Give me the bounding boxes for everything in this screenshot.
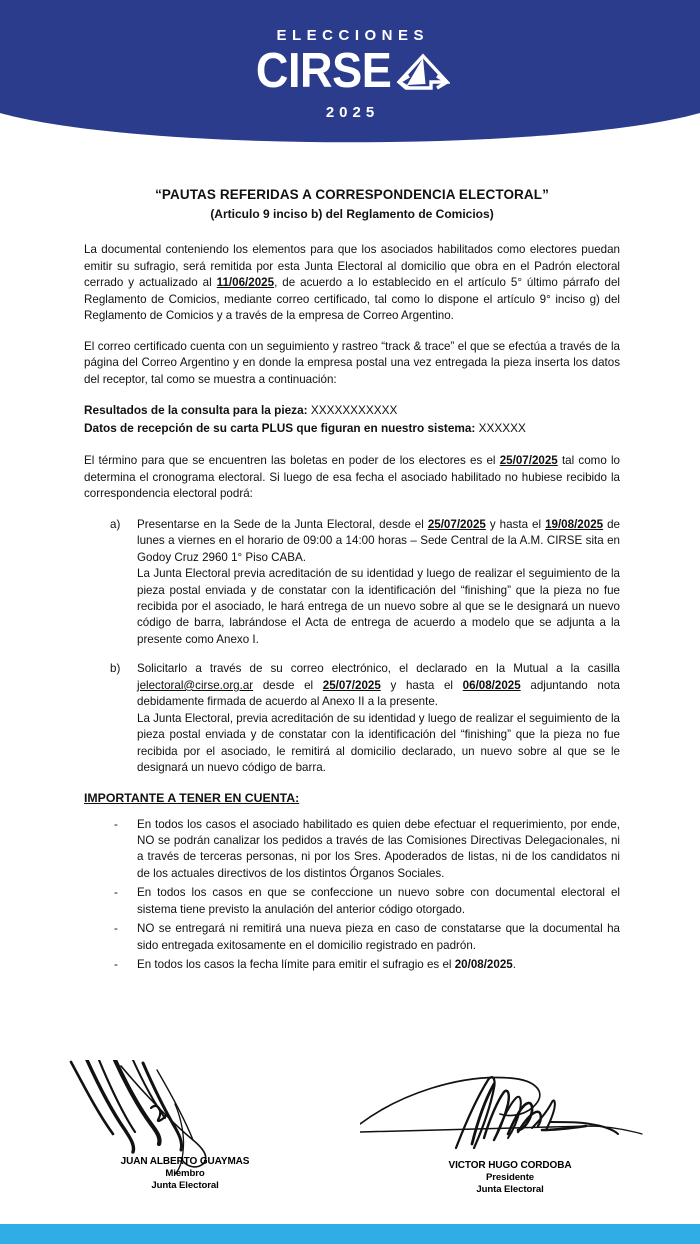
- item-b-date-2: 06/08/2025: [462, 678, 521, 692]
- item-b-t3: y hasta el: [380, 678, 463, 692]
- signature-block-left: [35, 1060, 335, 1210]
- item-a-date-2: 19/08/2025: [545, 517, 604, 531]
- tracking-result-line-2: [84, 420, 620, 438]
- tracking-result-1-label: Resultados de la consulta para la pieza:: [84, 403, 311, 418]
- note-2-text: En todos los casos en que se confeccione un nuevo sobre con documental electoral el sistema tiene previsto la anulación del anterior código otorgado.: [137, 886, 620, 916]
- item-a-t1: Presentarse en la Sede de la Junta Electoral, desde el: [137, 517, 428, 531]
- note-4-suffix: .: [512, 958, 516, 972]
- list-item-note-4: [84, 957, 620, 973]
- important-heading: IMPORTANTE A TENER EN CUENTA:: [84, 790, 300, 805]
- lettered-options-list: [84, 517, 620, 777]
- signature-body-right: Junta Electoral: [476, 1183, 544, 1195]
- list-item-b-marker: b): [110, 662, 121, 676]
- important-notes-list: [84, 817, 620, 974]
- brand-wordmark: CIRSE: [256, 44, 392, 98]
- brand-year: 2025: [325, 104, 380, 121]
- email-link[interactable]: jelectoral@cirse.org.ar: [137, 678, 254, 692]
- list-item-b-block-1: [137, 661, 620, 710]
- item-a-t2: y hasta el: [485, 517, 546, 531]
- signature-block-right: [360, 1060, 660, 1210]
- note-4-dash: -: [114, 958, 118, 972]
- item-b-date-1: 25/07/2025: [322, 678, 381, 692]
- note-1-text: En todos los casos el asociado habilitado es quien debe efectuar el requerimiento, por ende, NO se podrán canalizar los pedidos a través de las Comisiones Directivas Delegacionales, ni a través de terceras personas, ni por los Sres. Apoderados de listas, ni de los candidatos ni de los actuales directivos de los distintos Órganos Sociales.: [137, 817, 620, 880]
- list-item-note-2: [84, 885, 620, 918]
- paragraph-1-text-b: , de acuerdo a lo establecido en el artículo 5° último párrafo del Reglamento de Comicios, mediante correo certificado, tal como lo dispone el artículo 9° inciso g) del Reglamento de Comicios y a través de la empresa de Correo Argentino.: [84, 276, 620, 323]
- signature-caption-left: [35, 1156, 335, 1192]
- note-4-date: 20/08/2025: [454, 958, 513, 972]
- list-item-note-3: [84, 921, 620, 954]
- note-1-dash: -: [114, 817, 118, 831]
- signature-name-left: JUAN ALBERTO GUAYMAS: [120, 1156, 250, 1167]
- item-b-t1: Solicitarlo a través de su correo electrónico, el declarado en la Mutual a la casilla: [137, 662, 620, 676]
- brand-eyebrow: ELECCIONES: [276, 27, 429, 44]
- footer-accent-bar: [0, 1224, 700, 1244]
- page-header: [0, 0, 700, 150]
- signature-body-left: Junta Electoral: [151, 1179, 219, 1191]
- item-a-t3: de lunes a viernes en el horario de 09:00 a 14:00 horas – Sede Central de la A.M. CIRSE sita en Godoy Cruz 2960 1° Piso CABA.: [137, 517, 620, 564]
- item-a-date-1: 25/07/2025: [427, 517, 486, 531]
- item-b-t2: desde el: [253, 678, 323, 692]
- paragraph-1: [84, 242, 620, 324]
- paragraph-3: [84, 453, 620, 502]
- list-item-a: [84, 517, 620, 649]
- note-4-prefix: En todos los casos la fecha límite para emitir el sufragio es el: [137, 958, 455, 972]
- paragraph-3-text-b: tal como lo determina el cronograma electoral. Si luego de esa fecha el asociado habilitado no hubiese recibido la correspondencia electoral podrá:: [84, 454, 620, 501]
- signature-role-right: Presidente: [485, 1172, 535, 1184]
- tracking-result-2-label: Datos de recepción de su carta PLUS que figuran en nuestro sistema:: [84, 420, 479, 435]
- note-3-dash: -: [114, 922, 118, 936]
- tracking-result-line-1: [84, 402, 620, 420]
- note-3-text: NO se entregará ni remitirá una nueva pieza en caso de constatarse que la documental ha sido entregada exitosamente en el domicilio registrado en padrón.: [137, 922, 620, 952]
- paragraph-1-text-a: La documental conteniendo los elementos para que los asociados habilitados como electores puedan emitir su sufragio, será remitida por esta Junta Electoral al domicilio que obra en el Padrón electoral cerrado y actualizado al: [84, 243, 620, 290]
- signature-role-left: Miembro: [165, 1168, 205, 1180]
- note-2-dash: -: [114, 886, 118, 900]
- document-title-block: [84, 186, 620, 222]
- tracking-result-lines: [84, 402, 620, 437]
- header-background-shape: [0, 0, 700, 150]
- list-item-a-block-1: [137, 517, 620, 566]
- tracking-result-2-value: XXXXXX: [478, 420, 526, 435]
- page-subtitle: (Articulo 9 inciso b) del Reglamento de Comicios): [210, 207, 494, 222]
- handwritten-signature-icon: [360, 1060, 660, 1175]
- paragraph-3-text-a: El término para que se encuentren las boletas en poder de los electores es el: [84, 454, 500, 468]
- page-title: “PAUTAS REFERIDAS A CORRESPONDENCIA ELECTORAL”: [155, 187, 549, 202]
- signature-area: [0, 1060, 700, 1210]
- paragraph-3-date: 25/07/2025: [499, 454, 558, 468]
- paragraph-2: El correo certificado cuenta con un seguimiento y rastreo “track & trace” el que se efectúa a través de la página del Correo Argentino y en donde la empresa postal una vez entregada la pieza inserta los datos del receptor, tal como se muestra a continuación:: [84, 339, 620, 386]
- list-item-b: [84, 661, 620, 776]
- item-b-t4: adjuntando nota debidamente firmada de acuerdo al Anexo II a la presente.: [137, 678, 620, 709]
- list-item-b-block-2: La Junta Electoral, previa acreditación de su identidad y luego de realizar el seguimiento de la pieza postal enviada y de constatar con la identificación del “finishing” que la pieza no fue recibida por el asociado, le remitirá al domicilio declarado, un nuevo sobre al que se le designará un nuevo código de barra.: [137, 711, 620, 775]
- tracking-result-1-value: XXXXXXXXXXX: [310, 403, 398, 418]
- list-item-a-marker: a): [110, 517, 121, 531]
- document-body: [0, 150, 700, 977]
- signature-name-right: VICTOR HUGO CORDOBA: [448, 1160, 572, 1171]
- list-item-a-block-2: La Junta Electoral previa acreditación de su identidad y luego de realizar el seguimiento de la pieza postal enviada y de constatar con la identificación del “finishing” que la pieza no fue recibida por el asociado, le hará entrega de un nuevo sobre al que se le designará un nuevo código de barra, labrándose el Acta de entrega de acuerdo a modelo que se adjunta a la presente como Anexo I.: [137, 567, 620, 646]
- paragraph-1-date: 11/06/2025: [216, 276, 275, 290]
- list-item-note-1: [84, 817, 620, 883]
- signature-caption-right: [360, 1160, 660, 1196]
